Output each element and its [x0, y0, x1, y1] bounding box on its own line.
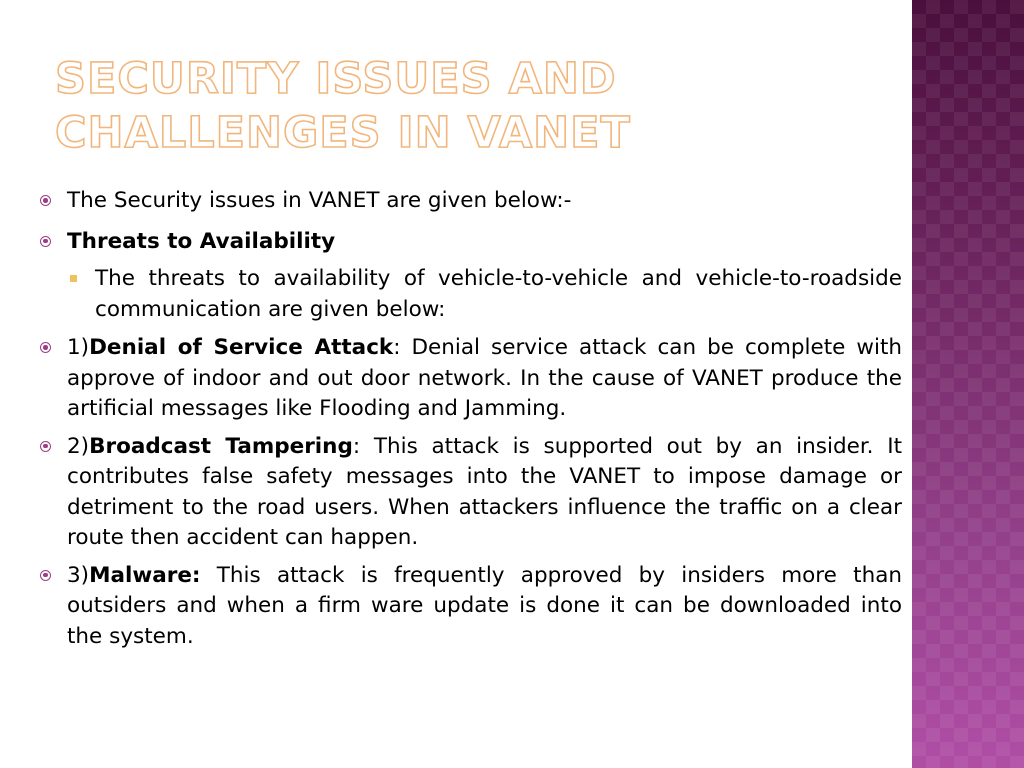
- circle-bullet-icon: [40, 195, 51, 206]
- circle-bullet-icon: [40, 441, 51, 452]
- sub-bullet-threats: [36, 264, 902, 325]
- slide-body: [36, 186, 902, 659]
- item-text: This attack is frequently approved by insiders more than outsiders and when a firm ware update is done it can be downloaded into the system.: [67, 562, 902, 649]
- item-term: Denial of Service Attack: [89, 335, 394, 360]
- bullet-broadcast-tampering: [36, 432, 902, 554]
- circle-bullet-icon: [40, 342, 51, 353]
- circle-bullet-icon: [40, 236, 51, 247]
- item-prefix: 1): [67, 335, 90, 360]
- decorative-side-band: [912, 0, 1024, 768]
- intro-text: The Security issues in VANET are given below:-: [67, 188, 572, 213]
- item-text: This attack is supported out by an insider. It contributes false safety messages into the VANET to impose damage or detriment to the road users. When attackers influence the traffic on a clear route then accident can happen.: [67, 433, 902, 550]
- item-term: Malware:: [89, 562, 201, 588]
- slide-title: SECURITY ISSUES AND CHALLENGES IN VANET: [55, 54, 631, 158]
- item-term: Broadcast Tampering: [89, 433, 353, 459]
- circle-bullet-icon: [40, 570, 51, 581]
- square-bullet-icon: [70, 275, 77, 282]
- item-prefix: 3): [67, 562, 90, 588]
- threats-heading: Threats to Availability: [67, 228, 336, 254]
- bullet-denial-of-service: [36, 333, 902, 425]
- item-separator: :: [393, 335, 401, 360]
- bullet-intro: [36, 186, 902, 217]
- item-separator: :: [352, 433, 361, 459]
- item-prefix: 2): [67, 433, 90, 459]
- threats-sub-text: The threats to availability of vehicle-to-vehicle and vehicle-to-roadside communication are given below:: [95, 266, 902, 322]
- bullet-threats-heading: [36, 227, 902, 258]
- item-text: Denial service attack can be complete with approve of indoor and out door network. In the cause of VANET produce the artificial messages like Flooding and Jamming.: [67, 335, 902, 421]
- bullet-malware: [36, 561, 902, 653]
